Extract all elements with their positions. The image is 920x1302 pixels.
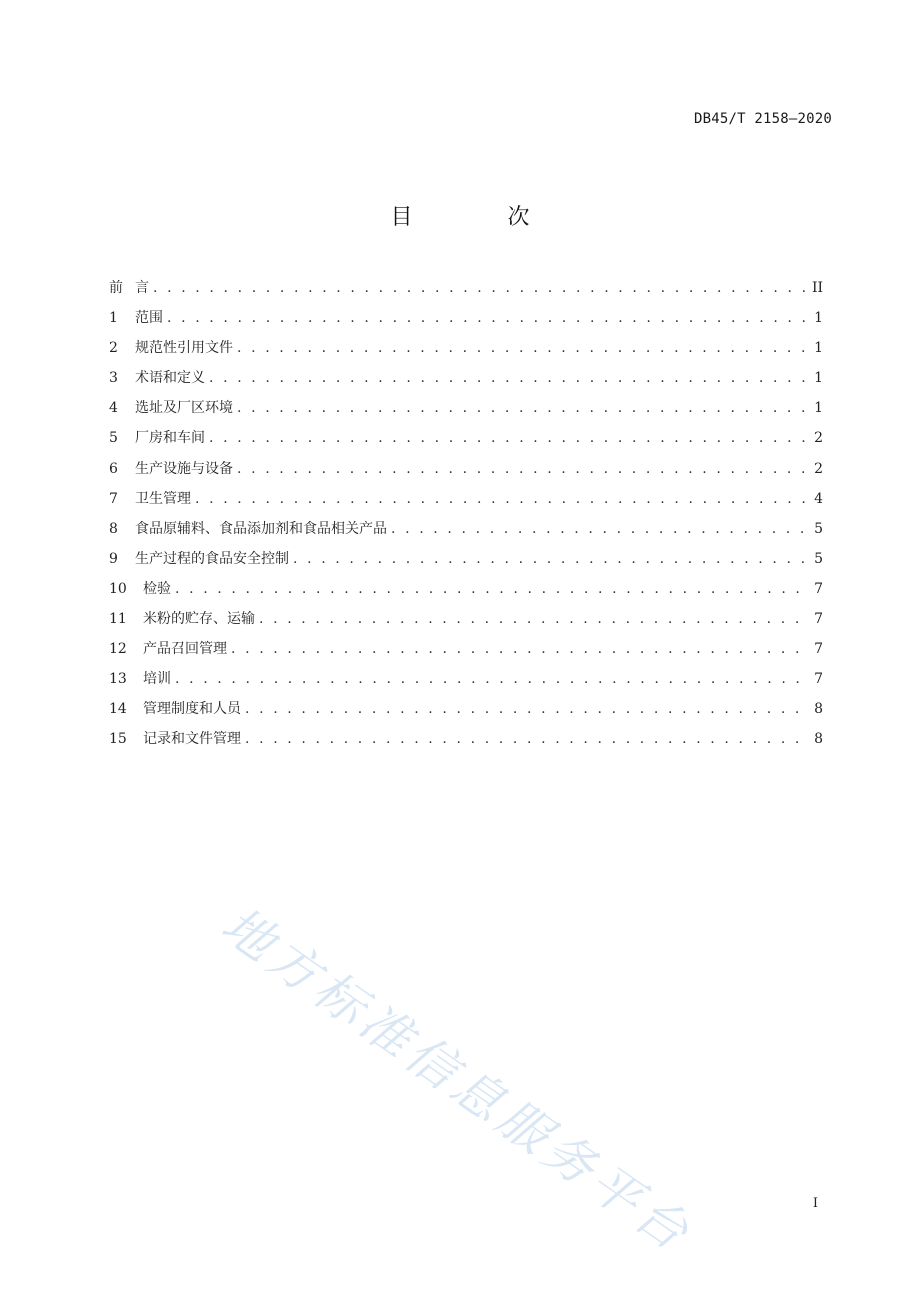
dot-leader [175, 578, 808, 600]
toc-entry-number: 14 [109, 701, 127, 718]
dot-leader [391, 518, 808, 540]
table-of-contents [109, 277, 823, 759]
toc-entry-number: 10 [109, 580, 127, 597]
toc-entry-14[interactable] [109, 698, 823, 728]
toc-entry-page: 7 [814, 641, 823, 658]
dot-leader [175, 668, 808, 690]
toc-entry-page: 5 [814, 550, 823, 567]
dot-leader [231, 638, 808, 660]
toc-entry-1[interactable] [109, 307, 823, 337]
dot-leader [209, 367, 808, 389]
dot-leader [153, 277, 806, 299]
toc-entry-12[interactable] [109, 638, 823, 668]
toc-entry-9[interactable] [109, 548, 823, 578]
document-code: DB45/T 2158—2020 [693, 111, 832, 127]
toc-entry-number: 1 [109, 310, 118, 327]
toc-entry-number: 11 [109, 611, 127, 628]
toc-entry-number: 7 [109, 490, 118, 507]
watermark: 地方标准信息服务平台 [211, 895, 704, 1265]
toc-entry-page: 2 [814, 460, 823, 477]
toc-entry-6[interactable] [109, 458, 823, 488]
toc-entry-11[interactable] [109, 608, 823, 638]
toc-entry-label: 生产过程的食品安全控制 [135, 550, 289, 567]
toc-entry-number: 13 [109, 671, 127, 688]
toc-entry-page: 4 [814, 490, 823, 507]
toc-entry-page: 2 [814, 430, 823, 447]
toc-entry-label: 产品召回管理 [143, 641, 227, 658]
toc-entry-5[interactable] [109, 427, 823, 457]
toc-entry-label: 生产设施与设备 [135, 460, 233, 477]
dot-leader [245, 698, 808, 720]
toc-entry-page: 1 [814, 310, 823, 327]
toc-entry-label: 范围 [135, 310, 163, 327]
toc-entry-page: 8 [814, 731, 823, 748]
toc-entry-label: 选址及厂区环境 [135, 400, 233, 417]
toc-entry-foreword[interactable] [109, 277, 823, 307]
dot-leader [259, 608, 808, 630]
toc-entry-label: 培训 [143, 671, 171, 688]
toc-entry-10[interactable] [109, 578, 823, 608]
toc-entry-label: 管理制度和人员 [143, 701, 241, 718]
toc-entry-page: 1 [814, 370, 823, 387]
toc-entry-13[interactable] [109, 668, 823, 698]
toc-entry-3[interactable] [109, 367, 823, 397]
toc-entry-page: 7 [814, 611, 823, 628]
toc-entry-label: 米粉的贮存、运输 [143, 611, 255, 628]
toc-entry-page: 7 [814, 580, 823, 597]
toc-entry-7[interactable] [109, 488, 823, 518]
dot-leader [209, 427, 808, 449]
toc-title: 目 次 [390, 205, 574, 230]
toc-entry-number: 5 [109, 430, 118, 447]
toc-entry-15[interactable] [109, 728, 823, 758]
page-number: I [812, 1196, 818, 1211]
toc-entry-4[interactable] [109, 397, 823, 427]
toc-entry-page: 1 [814, 340, 823, 357]
toc-entry-label: 记录和文件管理 [143, 731, 241, 748]
toc-entry-label: 检验 [143, 580, 171, 597]
toc-entry-number: 15 [109, 731, 127, 748]
toc-entry-number: 3 [109, 370, 118, 387]
toc-entry-label: 言 [135, 280, 149, 296]
toc-entry-8[interactable] [109, 518, 823, 548]
toc-entry-page: 1 [814, 400, 823, 417]
toc-entry-number: 6 [109, 460, 118, 477]
dot-leader [293, 548, 808, 570]
dot-leader [167, 307, 808, 329]
toc-entry-number: 12 [109, 641, 127, 658]
toc-entry-label: 厂房和车间 [135, 430, 205, 447]
toc-entry-number: 9 [109, 550, 118, 567]
toc-entry-page: 5 [814, 520, 823, 537]
dot-leader [237, 337, 808, 359]
toc-entry-page: II [811, 280, 823, 296]
dot-leader [195, 488, 808, 510]
toc-entry-page: 8 [814, 701, 823, 718]
toc-entry-number: 2 [109, 340, 118, 357]
toc-entry-2[interactable] [109, 337, 823, 367]
toc-entry-label: 术语和定义 [135, 370, 205, 387]
toc-entry-number: 前 [109, 280, 123, 296]
toc-entry-label: 卫生管理 [135, 490, 191, 507]
toc-entry-number: 8 [109, 520, 118, 537]
toc-entry-label: 食品原辅料、食品添加剂和食品相关产品 [135, 520, 387, 537]
toc-entry-label: 规范性引用文件 [135, 340, 233, 357]
dot-leader [237, 458, 808, 480]
toc-entry-number: 4 [109, 400, 118, 417]
dot-leader [237, 397, 808, 419]
dot-leader [245, 728, 808, 750]
toc-entry-page: 7 [814, 671, 823, 688]
